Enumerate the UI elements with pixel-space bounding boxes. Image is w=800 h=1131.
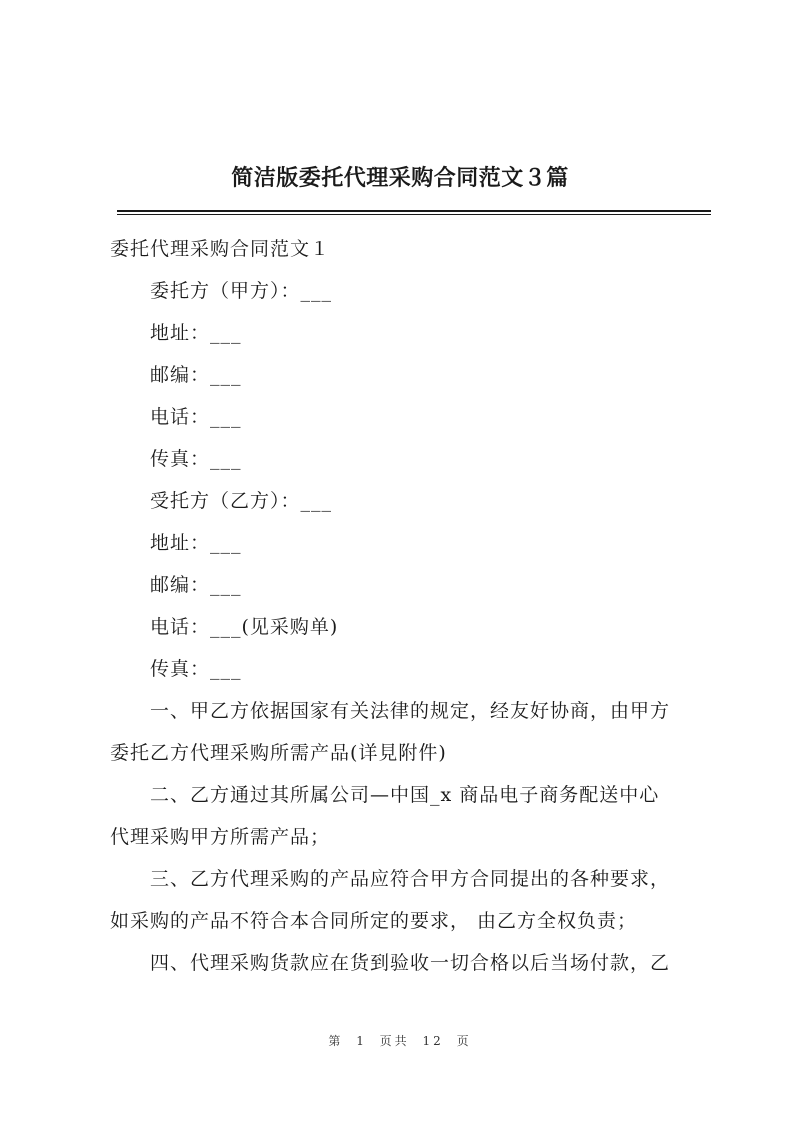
section-heading: 委托代理采购合同范文１ bbox=[110, 238, 331, 260]
title-divider-thick bbox=[117, 210, 711, 212]
party-b-fax: 传真：___ bbox=[150, 658, 242, 680]
party-b-line: 受托方（乙方）：___ bbox=[150, 490, 333, 512]
party-a-phone: 电话：___ bbox=[150, 406, 242, 428]
party-a-address: 地址：___ bbox=[150, 322, 242, 344]
document-title: 简洁版委托代理采购合同范文３篇 bbox=[231, 165, 569, 191]
party-a-fax: 传真：___ bbox=[150, 448, 242, 470]
clause-1-line-1: 一、甲乙方依据国家有关法律的规定，经友好协商，由甲方 bbox=[150, 700, 671, 722]
party-b-postcode: 邮编：___ bbox=[150, 574, 242, 596]
page-number-footer: 第 1 页共 12 页 bbox=[328, 1034, 472, 1048]
clause-1-line-2: 委托乙方代理采购所需产品(详見附件) bbox=[110, 742, 447, 764]
party-a-line: 委托方（甲方）：___ bbox=[150, 280, 333, 302]
party-b-phone: 电话：___(见采购单) bbox=[150, 616, 339, 638]
clause-4-line-1: 四、代理采购货款应在货到验收一切合格以后当场付款，乙 bbox=[150, 952, 671, 974]
party-a-postcode: 邮编：___ bbox=[150, 364, 242, 386]
clause-2-line-1: 二、乙方通过其所属公司—中国_x 商品电子商务配送中心 bbox=[150, 784, 660, 806]
document-body bbox=[110, 228, 710, 984]
party-b-address: 地址：___ bbox=[150, 532, 242, 554]
clause-3-line-2: 如采购的产品不符合本合同所定的要求， 由乙方全权负责； bbox=[110, 910, 638, 932]
clause-2-line-2: 代理采购甲方所需产品； bbox=[110, 826, 331, 848]
clause-3-line-1: 三、乙方代理采购的产品应符合甲方合同提出的各种要求， bbox=[150, 868, 671, 890]
title-divider-thin bbox=[117, 214, 711, 215]
